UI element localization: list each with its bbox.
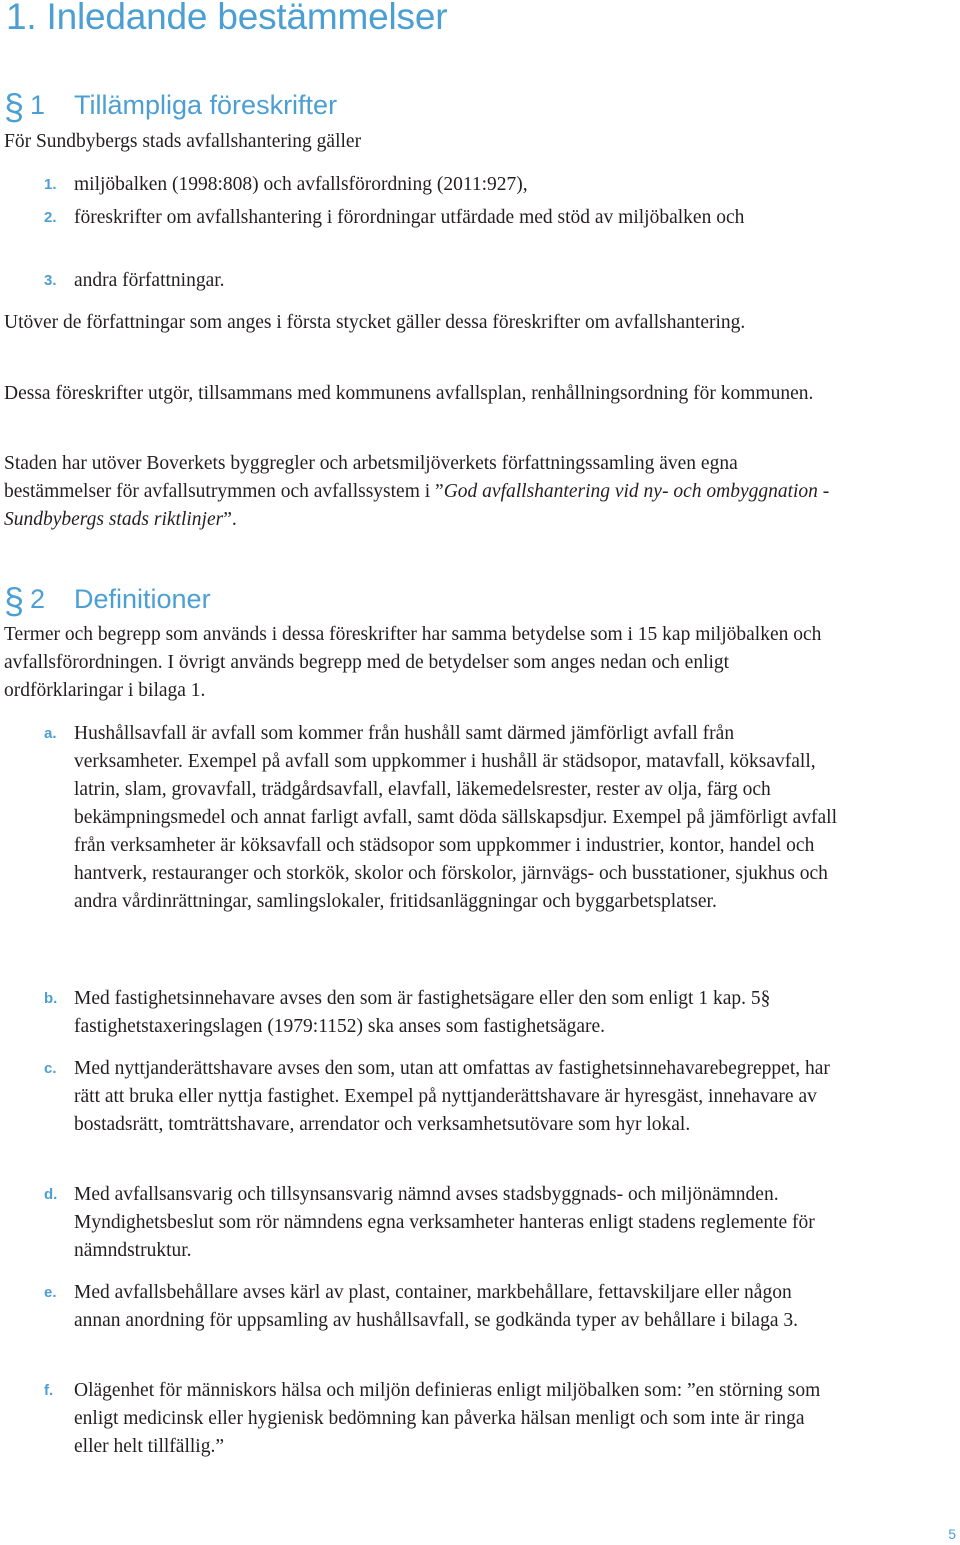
section-1-paragraph-2: Dessa föreskrifter utgör, tillsammans med kommunens avfallsplan, renhållningsordning för kommunen. [4,383,814,404]
section-symbol: § [4,86,25,127]
definition-text: Med avfallsbehållare avses kärl av plast, container, markbehållare, fettavskiljare eller någon annan anordning för uppsamling av hushållsavfall, se godkända typer av behållare i bilaga 3. [74,1282,798,1331]
list-item-number: 1. [44,176,57,193]
section-2-intro: Termer och begrepp som används i dessa föreskrifter har samma betydelse som i 15 kap miljöbalken och avfallsförordningen. I övrigt används begrepp med de betydelser som anges nedan och enligt ordförklaringar i bilaga 1. [4,624,822,701]
section-1-intro: För Sundbybergs stads avfallshantering gäller [4,131,362,152]
section-title: Definitioner [74,584,211,614]
list-item-text: miljöbalken (1998:808) och avfallsförordning (2011:927), [74,174,528,195]
section-title: Tillämpliga föreskrifter [74,90,338,120]
paragraph-text: Staden har utöver Boverkets byggregler och arbetsmiljöverkets författningssamling även egna bestämmelser för avfallsutrymmen och avfallssystem i ” [4,453,738,502]
definition-text: Med nyttjanderättshavare avses den som, utan att omfattas av fastighetsinnehavarebegreppet, har rätt att bruka eller nyttja fastighet. Exempel på nyttjanderättshavare är hyresgäst, innehavare av bostadsrätt, tomträttshavare, arrendator och verksamhetsutövare som hyr lokal. [74,1058,830,1135]
section-symbol: § [4,580,25,621]
definition-letter: d. [44,1186,58,1203]
section-1-paragraph-1: Utöver de författningar som anges i första stycket gäller dessa föreskrifter om avfallshantering. [4,312,746,333]
definition-letter: b. [44,990,58,1007]
section-number: 1 [30,90,46,120]
guideline-title: God avfallshantering vid ny- och ombyggnation - Sundbybergs stads riktlinjer [4,481,830,530]
list-item-number: 3. [44,272,57,289]
definition-text: Hushållsavfall är avfall som kommer från hushåll samt därmed jämförligt avfall från verksamheter. Exempel på avfall som uppkommer i hushåll är städsopor, matavfall, köksavfall, latrin, slam, grovavfall, trädgårdsavfall, elavfall, läkemedelsrester, rester av olja, färg och bekämpningsmedel och annat farligt avfall, samt döda sällskapsdjur. Exempel på jämförligt avfall från verksamheter är köksavfall och städsopor som uppkommer i industrier, kontor, handel och hantverk, restauranger och storkök, skolor och förskolor, järnvägs- och busstationer, sjukhus och andra vårdinrättningar, samlingslokaler, fritidsanläggningar och byggarbetsplatser. [74,723,837,912]
definition-text: Med fastighetsinnehavare avses den som är fastighetsägare eller den som enligt 1 kap. 5§ fastighetstaxeringslagen (1979:1152) ska anses som fastighetsägare. [74,988,771,1037]
page-number: 5 [948,1526,956,1542]
list-item-number: 2. [44,209,57,226]
section-1-paragraph-3 [4,450,834,534]
chapter-title: 1. Inledande bestämmelser [6,0,448,37]
list-item-text: föreskrifter om avfallshantering i förordningar utfärdade med stöd av miljöbalken och [74,207,745,228]
definition-letter: e. [44,1284,57,1301]
definition-text: Med avfallsansvarig och tillsynsansvarig nämnd avses stadsbyggnads- och miljönämnden. Myndighetsbeslut som rör nämndens egna verksamheter hanteras enligt stadens reglemente för nämndstruktur. [74,1184,815,1261]
definition-letter: a. [44,725,57,742]
definition-text: Olägenhet för människors hälsa och miljön definieras enligt miljöbalken som: ”en störning som enligt medicinsk eller hygienisk bedömning kan påverka hälsan menligt och som inte är ringa eller helt tillfällig.” [74,1380,821,1457]
list-item-text: andra författningar. [74,270,225,291]
definition-letter: f. [44,1382,54,1399]
definition-letter: c. [44,1060,57,1077]
paragraph-text: ”. [223,509,237,530]
section-number: 2 [30,584,46,614]
